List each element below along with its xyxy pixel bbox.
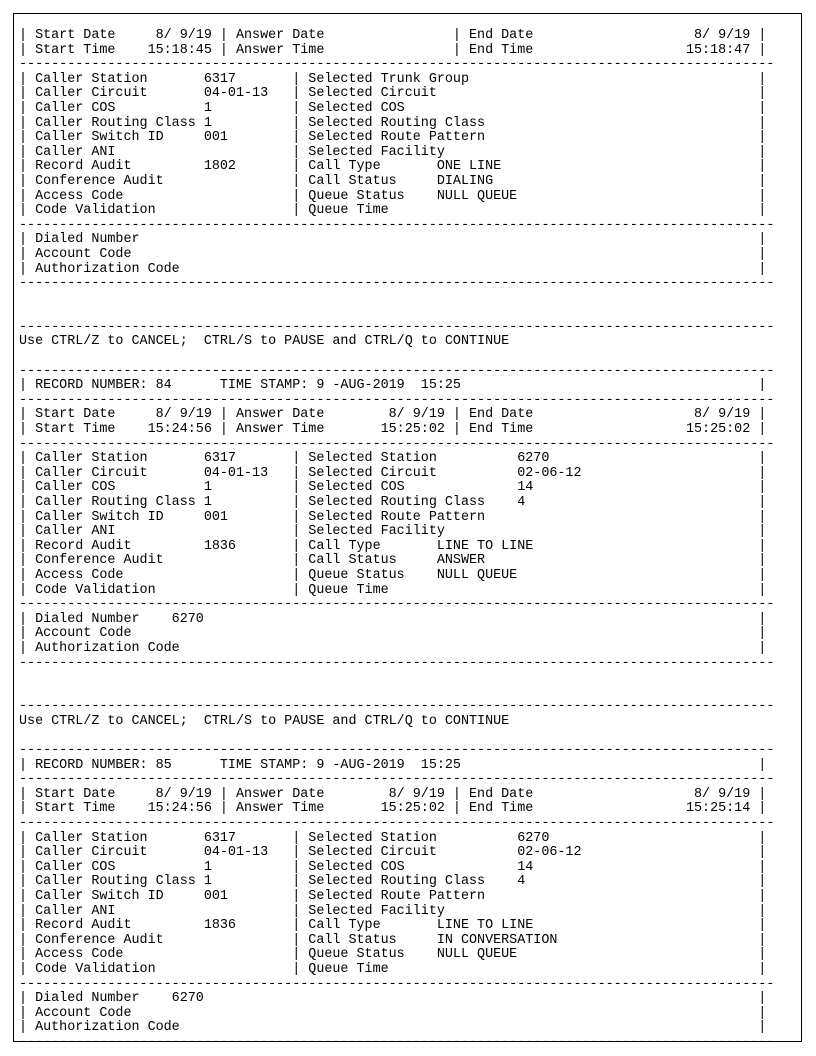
separator-line: ---------------------------------------------------------------------------------------------- <box>19 976 775 992</box>
separator-line: ---------------------------------------------------------------------------------------------- <box>19 436 775 452</box>
field-row: | Account Code | <box>19 626 767 642</box>
field-row: | Account Code | <box>19 1005 767 1021</box>
field-row: | Caller Routing Class 1 | Selected Routing Class 4 | <box>19 495 767 510</box>
field-row: | Caller COS 1 | Selected COS | <box>19 100 767 116</box>
field-row: | Access Code | Queue Status NULL QUEUE | <box>19 567 767 583</box>
separator-line: ---------------------------------------------------------------------------------------------- <box>19 1034 775 1050</box>
field-row: | Caller COS 1 | Selected COS 14 | <box>19 859 767 875</box>
time-row: | Start Time 15:18:45 | Answer Time | End Time 15:18:47 | <box>19 42 767 58</box>
field-row: | Caller Station 6317 | Selected Trunk Group | <box>19 71 767 87</box>
separator-line: ---------------------------------------------------------------------------------------------- <box>19 392 775 408</box>
field-row: | Caller Circuit 04-01-13 | Selected Circuit | <box>19 86 767 102</box>
date-row: | Start Date 8/ 9/19 | Answer Date | End Date 8/ 9/19 | <box>19 28 767 43</box>
printed-page <box>13 13 802 1050</box>
field-row: | Conference Audit | Call Status IN CONVERSATION | <box>19 932 767 948</box>
prompt-line: Use CTRL/Z to CANCEL; CTRL/S to PAUSE and CTRL/Q to CONTINUE <box>19 334 510 350</box>
blank-line <box>19 686 801 701</box>
date-row: | Start Date 8/ 9/19 | Answer Date 8/ 9/19 | End Date 8/ 9/19 | <box>19 786 767 802</box>
field-row: | Caller COS 1 | Selected COS 14 | <box>19 480 767 496</box>
separator-line: ---------------------------------------------------------------------------------------------- <box>19 655 775 671</box>
field-row: | Caller Routing Class 1 | Selected Routing Class 4 | <box>19 874 767 890</box>
separator-line: ---------------------------------------------------------------------------------------------- <box>19 363 775 379</box>
field-row: | Caller Circuit 04-01-13 | Selected Circuit 02-06-12 | <box>19 845 767 861</box>
field-row: | Conference Audit | Call Status DIALING | <box>19 173 767 189</box>
separator-line: ---------------------------------------------------------------------------------------------- <box>19 816 775 832</box>
field-row: | Authorization Code | <box>19 640 767 656</box>
time-row: | Start Time 15:24:56 | Answer Time 15:25:02 | End Time 15:25:14 | <box>19 801 767 817</box>
field-row: | Caller Switch ID 001 | Selected Route Pattern | <box>19 509 767 525</box>
field-row: | Record Audit 1836 | Call Type LINE TO LINE | <box>19 918 767 934</box>
blank-line <box>19 671 801 686</box>
field-row: | Account Code | <box>19 246 767 262</box>
separator-line: ---------------------------------------------------------------------------------------------- <box>19 276 775 292</box>
field-row: | Caller Switch ID 001 | Selected Route Pattern | <box>19 130 767 146</box>
separator-line: ---------------------------------------------------------------------------------------------- <box>19 699 775 715</box>
record-header-line: | RECORD NUMBER: 85 TIME STAMP: 9 -AUG-2019 15:25 | <box>19 757 767 773</box>
blank-line <box>19 350 801 365</box>
field-row: | Caller Circuit 04-01-13 | Selected Circuit 02-06-12 | <box>19 465 767 481</box>
blank-line <box>19 306 801 321</box>
time-row: | Start Time 15:24:56 | Answer Time 15:25:02 | End Time 15:25:02 | <box>19 422 767 438</box>
field-row: | Dialed Number | <box>19 232 767 248</box>
date-row: | Start Date 8/ 9/19 | Answer Date 8/ 9/19 | End Date 8/ 9/19 | <box>19 407 767 423</box>
field-row: | Dialed Number 6270 | <box>19 991 767 1007</box>
field-row: | Caller Switch ID 001 | Selected Route Pattern | <box>19 889 767 905</box>
field-row: | Code Validation | Queue Time | <box>19 203 767 219</box>
record-header-line: | RECORD NUMBER: 84 TIME STAMP: 9 -AUG-2019 15:25 | <box>19 378 767 394</box>
field-row: | Access Code | Queue Status NULL QUEUE | <box>19 188 767 204</box>
field-row: | Authorization Code | <box>19 261 767 277</box>
cdr-report-output <box>14 14 801 1051</box>
field-row: | Dialed Number 6270 | <box>19 611 767 627</box>
blank-line <box>19 292 801 307</box>
field-row: | Caller Station 6317 | Selected Station 6270 | <box>19 830 767 846</box>
field-row: | Caller Station 6317 | Selected Station 6270 | <box>19 451 767 467</box>
separator-line: ---------------------------------------------------------------------------------------------- <box>19 597 775 613</box>
separator-line: ---------------------------------------------------------------------------------------------- <box>19 772 775 788</box>
separator-line: ---------------------------------------------------------------------------------------------- <box>19 319 775 335</box>
field-row: | Access Code | Queue Status NULL QUEUE | <box>19 947 767 963</box>
field-row: | Record Audit 1802 | Call Type ONE LINE | <box>19 159 767 175</box>
field-row: | Caller ANI | Selected Facility | <box>19 903 767 919</box>
prompt-line: Use CTRL/Z to CANCEL; CTRL/S to PAUSE and CTRL/Q to CONTINUE <box>19 713 510 729</box>
blank-line <box>19 730 801 745</box>
field-row: | Code Validation | Queue Time | <box>19 582 767 598</box>
field-row: | Conference Audit | Call Status ANSWER | <box>19 553 767 569</box>
field-row: | Caller Routing Class 1 | Selected Routing Class | <box>19 115 767 131</box>
field-row: | Caller ANI | Selected Facility | <box>19 524 767 540</box>
separator-line: ---------------------------------------------------------------------------------------------- <box>19 217 775 233</box>
field-row: | Record Audit 1836 | Call Type LINE TO LINE | <box>19 538 767 554</box>
field-row: | Caller ANI | Selected Facility | <box>19 144 767 160</box>
separator-line: ---------------------------------------------------------------------------------------------- <box>19 57 775 73</box>
field-row: | Authorization Code | <box>19 1020 767 1036</box>
separator-line: ---------------------------------------------------------------------------------------------- <box>19 743 775 759</box>
field-row: | Code Validation | Queue Time | <box>19 962 767 977</box>
